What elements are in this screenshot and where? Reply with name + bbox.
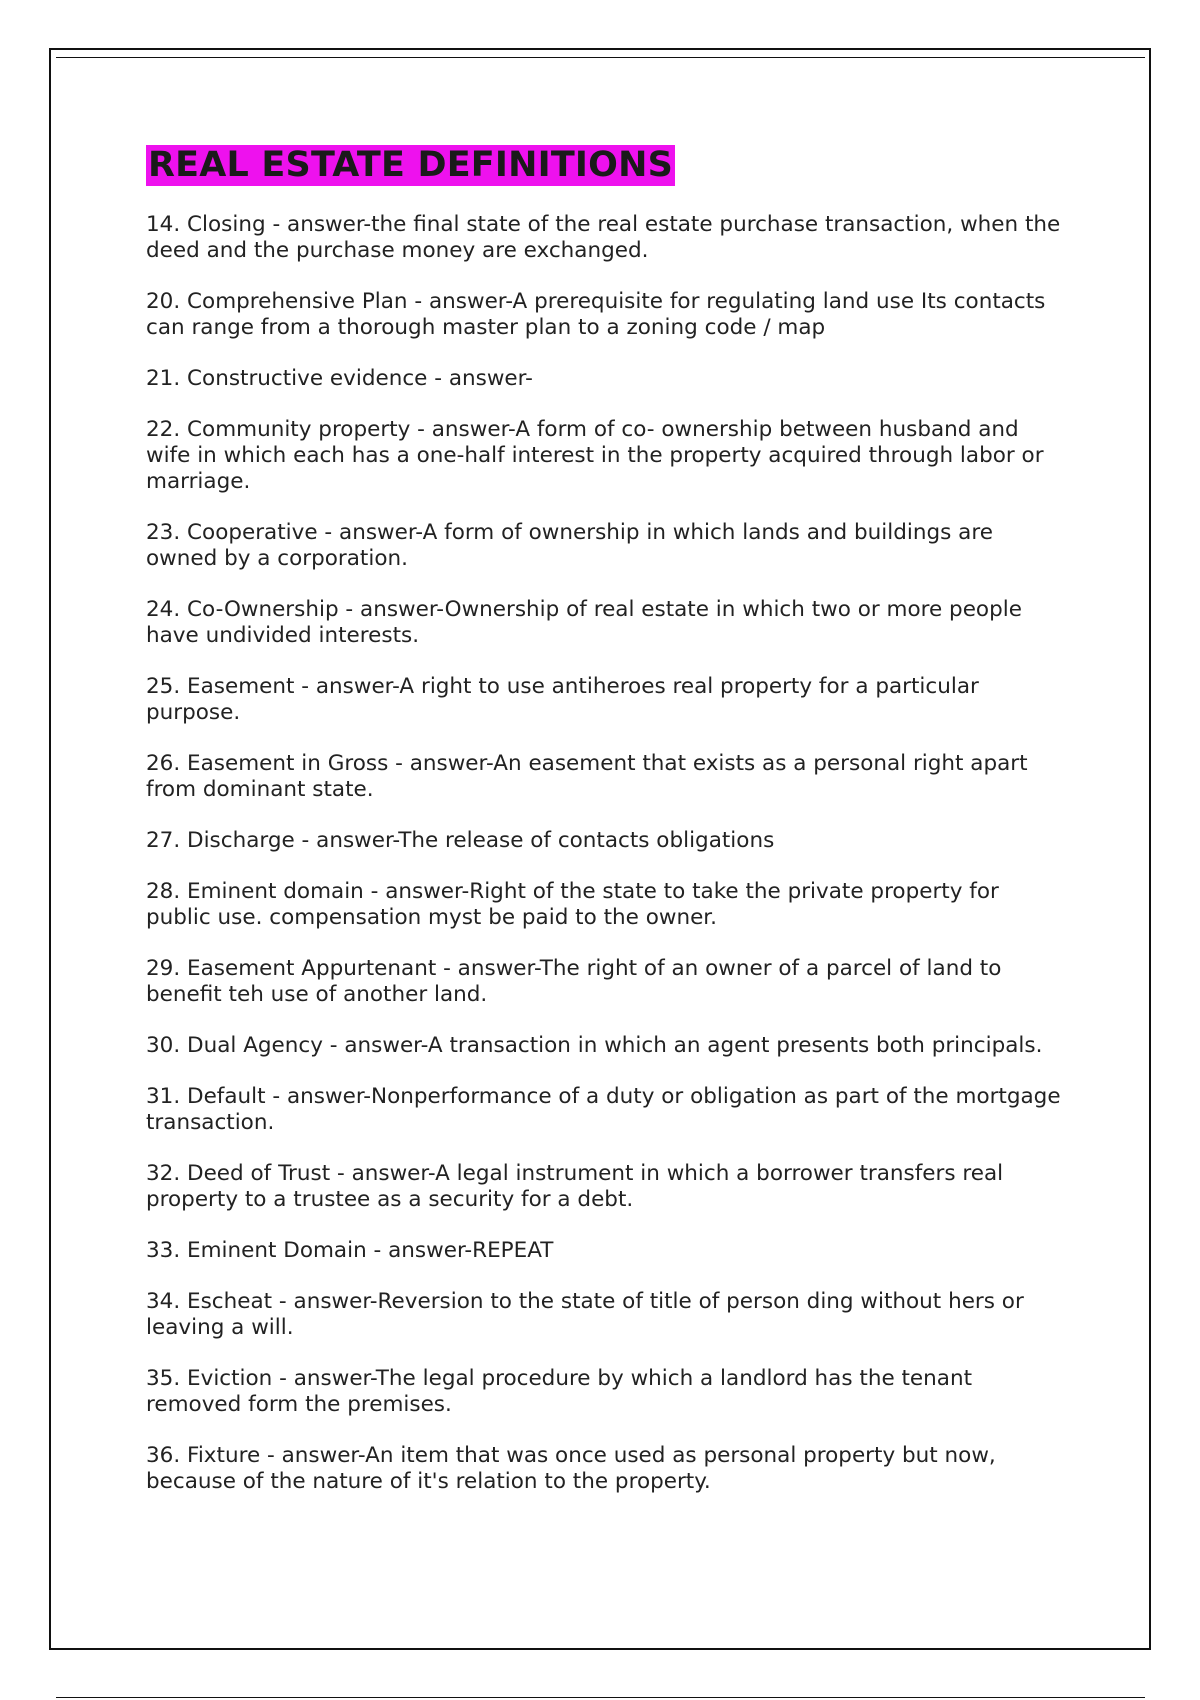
definition-deed-of-trust: 32. Deed of Trust - answer-A legal instrument in which a borrower transfers real property to a trustee as a security for a debt. (146, 1161, 1004, 1212)
definition-easement-in-gross: 26. Easement in Gross - answer-An easement that exists as a personal right apart from dominant state. (146, 751, 1028, 802)
definition-list (146, 212, 1066, 1495)
definition-community-property: 22. Community property - answer-A form of co- ownership between husband and wife in which each has a one-half interest in the property acquired through labor or marriage. (146, 417, 1044, 494)
definition-default: 31. Default - answer-Nonperformance of a duty or obligation as part of the mortgage transaction. (146, 1084, 1061, 1135)
definition-eminent-domain: 28. Eminent domain - answer-Right of the state to take the private property for public use. compensation myst be paid to the owner. (146, 879, 999, 930)
definition-dual-agency: 30. Dual Agency - answer-A transaction in which an agent presents both principals. (146, 1033, 1043, 1058)
definition-constructive-evidence: 21. Constructive evidence - answer- (146, 366, 533, 391)
document-title: REAL ESTATE DEFINITIONS (148, 145, 674, 185)
definition-cooperative: 23. Cooperative - answer-A form of ownership in which lands and buildings are owned by a corporation. (146, 520, 993, 571)
page-bottom-rule (56, 1697, 1145, 1698)
definition-easement: 25. Easement - answer-A right to use antiheroes real property for a particular purpose. (146, 674, 979, 725)
document-body (146, 145, 1066, 1520)
definition-discharge: 27. Discharge - answer-The release of contacts obligations (146, 828, 775, 853)
definition-closing: 14. Closing - answer-the final state of the real estate purchase transaction, when the deed and the purchase money are exchanged. (146, 212, 1061, 263)
definition-fixture: 36. Fixture - answer-An item that was once used as personal property but now, because of the nature of it's relation to the property. (146, 1443, 996, 1494)
definition-eminent-domain-repeat: 33. Eminent Domain - answer-REPEAT (146, 1238, 554, 1263)
definition-eviction: 35. Eviction - answer-The legal procedure by which a landlord has the tenant removed form the premises. (146, 1366, 973, 1417)
page-border-inner-top-line (56, 57, 1145, 58)
definition-easement-appurtenant: 29. Easement Appurtenant - answer-The right of an owner of a parcel of land to benefit teh use of another land. (146, 956, 1002, 1007)
definition-escheat: 34. Escheat - answer-Reversion to the state of title of person ding without hers or leaving a will. (146, 1289, 1024, 1340)
definition-co-ownership: 24. Co-Ownership - answer-Ownership of real estate in which two or more people have undivided interests. (146, 597, 1022, 648)
definition-comprehensive-plan: 20. Comprehensive Plan - answer-A prerequisite for regulating land use Its contacts can range from a thorough master plan to a zoning code / map (146, 289, 1046, 340)
